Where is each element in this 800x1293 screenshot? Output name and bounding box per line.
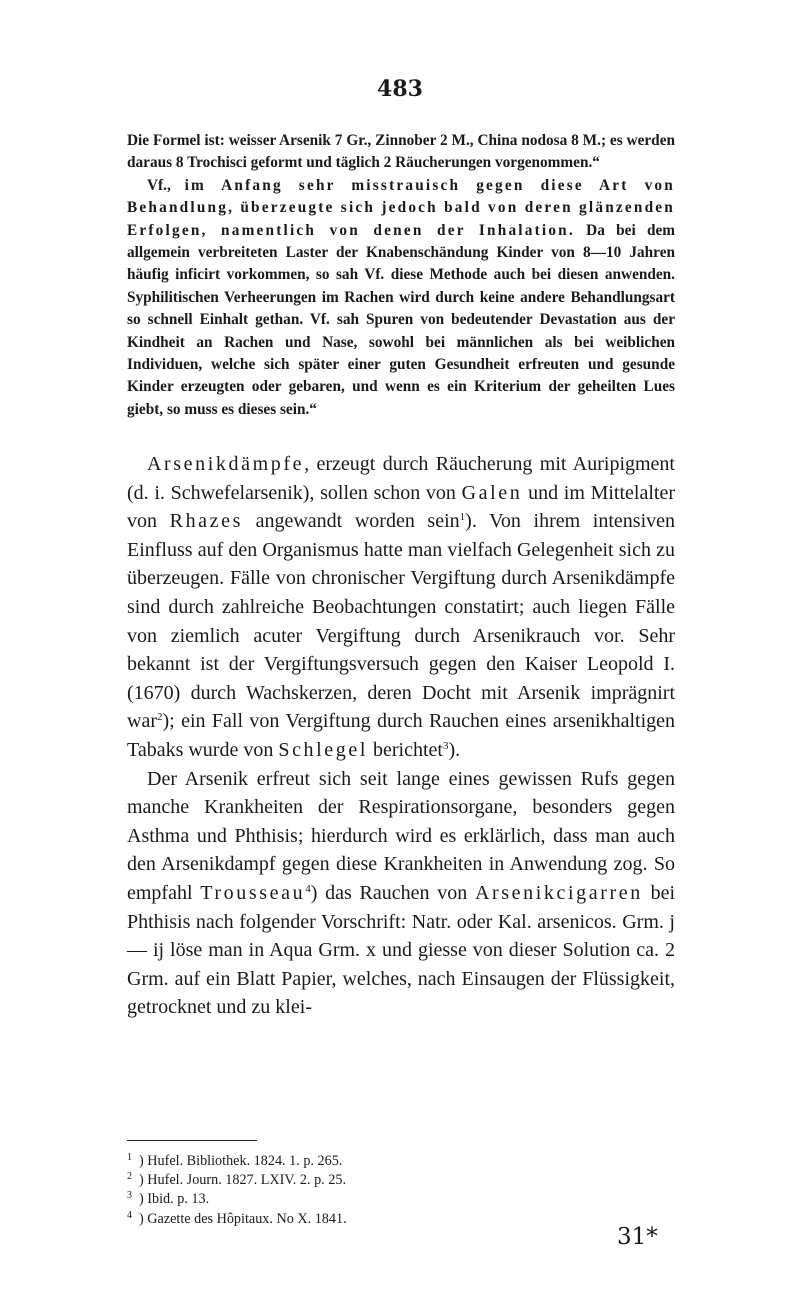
body-text: ). <box>448 738 461 761</box>
footnotes <box>127 1152 675 1229</box>
name-schlegel: Schlegel <box>278 738 369 761</box>
quoted-passage <box>127 130 675 421</box>
quote-paragraph-2 <box>127 175 675 421</box>
footnote-divider <box>127 1140 257 1141</box>
body-text: ); ein Fall von Vergiftung durch Rauchen eines arsenikhaltigen Tabaks wurde von <box>127 710 675 761</box>
body-text: Der Arsenik erfreut sich seit lange eines gewissen Rufs gegen manche Krankheiten der Respirationsorgane, besonders gegen Asthma und Phthisis; hierdurch wird es erklärlich, dass man auch den Arsenikdampf gegen diese Krankheiten in Anwendung zog. So empfahl <box>127 767 675 904</box>
term-arsenikcigarren: Arsenikcigarren <box>474 881 643 904</box>
footnote-text: ) Ibid. p. 13. <box>139 1191 210 1208</box>
footnote-text: ) Hufel. Journ. 1827. LXIV. 2. p. 25. <box>139 1172 347 1189</box>
body-text: angewandt worden sein <box>242 510 460 533</box>
quote-paragraph-1: Die Formel ist: weisser Arsenik 7 Gr., Zinnober 2 M., China nodosa 8 M.; es werden daraus 8 Trochisci geformt und täglich 2 Räucherungen vorgenommen.“ <box>127 132 675 172</box>
footnote-1: 1 ) Hufel. Bibliothek. 1824. 1. p. 265. <box>127 1152 343 1169</box>
main-paragraph-2 <box>127 765 675 1022</box>
body-text: ). Von ihrem intensiven Einfluss auf den Organismus hatte man vielfach Gelegenheit sich zu überzeugen. Fälle von chronischer Vergiftung durch Arsenikdämpfe sind durch zahlreiche Beobachtungen constatirt; auch liegen Fälle von ziemlich acuter Vergiftung durch Arsenikrauch vor. Sehr bekannt ist der Vergiftungsversuch gegen den Kaiser Leopold I. (1670) durch Wachskerzen, deren Docht mit Arsenik imprägnirt war <box>127 510 676 733</box>
footnote-ref: 1 <box>459 511 466 524</box>
body-text: ) das Rauchen von <box>310 881 475 904</box>
footnote-text: ) Gazette des Hôpitaux. No X. 1841. <box>139 1210 347 1227</box>
quote-emphasis: im Anfang sehr misstrauisch gegen diese Art von Behandlung, überzeugte sich jedoch bald von deren glänzenden Erfolgen, namentlich von denen der Inhalation. <box>127 176 675 239</box>
body-text: berichtet <box>368 738 443 761</box>
name-rhazes: Rhazes <box>169 510 243 533</box>
footnote-3: 3 ) Ibid. p. 13. <box>127 1190 210 1208</box>
footnote-ref: 2 <box>156 711 163 724</box>
name-trousseau: Trousseau <box>200 881 306 904</box>
body-text: und im Mittelalter von <box>127 481 675 533</box>
footnote-text: ) Hufel. Bibliothek. 1824. 1. p. 265. <box>139 1153 343 1169</box>
footnote-4: 4 ) Gazette des Hôpitaux. No X. 1841. <box>127 1209 347 1227</box>
quote-text: Vf., <box>147 176 185 194</box>
main-paragraph-1 <box>127 450 675 765</box>
name-galen: Galen <box>461 481 523 504</box>
footnote-ref: 3 <box>442 739 449 752</box>
page-number: 483 <box>377 76 423 102</box>
body-text: bei Phthisis nach folgender Vorschrift: Natr. oder Kal. arsenicos. Grm. j — ij löse man in Aqua Grm. x und giesse von dieser Solution ca. 2 Grm. auf ein Blatt Papier, welches, nach Einsaugen der Flüssigkeit, getrocknet und zu klei- <box>127 881 675 1019</box>
footnote-ref: 4 <box>305 882 311 895</box>
main-text <box>127 450 675 1022</box>
body-text: , erzeugt durch Räucherung mit Auripigment (d. i. Schwefelarsenik), sollen schon von <box>127 453 675 504</box>
signature-mark: 31* <box>617 1224 658 1250</box>
footnote-2: 2 ) Hufel. Journ. 1827. LXIV. 2. p. 25. <box>127 1171 347 1189</box>
term-arsenikdaempfe: Arsenikdämpfe <box>147 453 305 475</box>
quote-text: Da bei dem allgemein verbreiteten Laster der Knabenschändung Kinder von 8—10 Jahren häufig inficirt vorkommen, so sah Vf. diese Methode auch bei diesen anwenden. Syphilitischen Verheerungen im Rachen wird durch keine andere Behandlungsart so schnell Einhalt gethan. Vf. sah Spuren von bedeutender Devastation aus der Kindheit an Rachen und Nase, sowohl bei männlichen als bei weiblichen Individuen, welche sich später einer guten Gesundheit erfreuten und gesunde Kinder erzeugten oder gebaren, und wenn es ein Kriterium der geheilten Lues giebt, so muss es dieses sein.“ <box>127 221 675 418</box>
